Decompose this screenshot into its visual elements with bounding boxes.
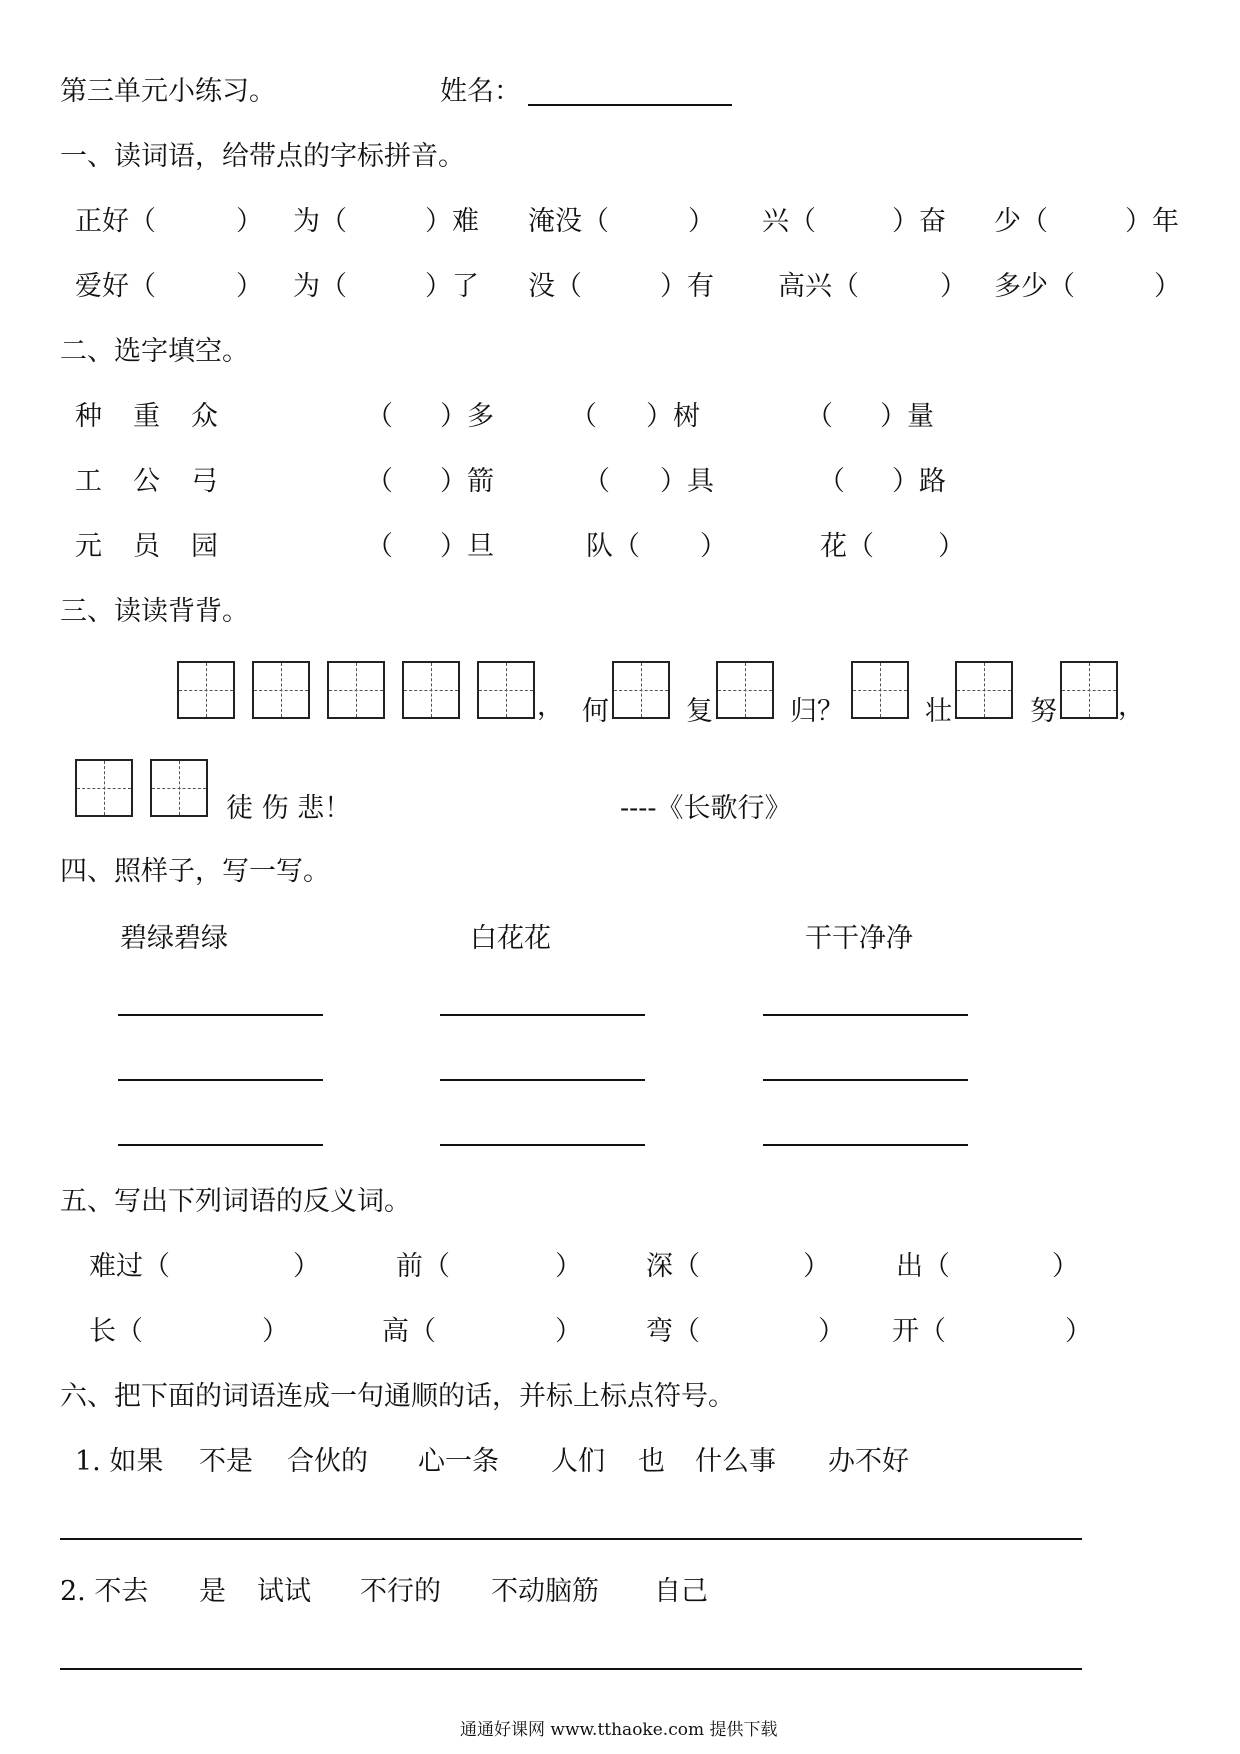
tianzige-box[interactable] xyxy=(252,661,310,719)
s1-word: 没（ xyxy=(528,271,582,302)
answer-line[interactable] xyxy=(440,1144,645,1146)
tianzige-box[interactable] xyxy=(1060,661,1118,719)
s2-item: ）箭 xyxy=(440,466,494,497)
s2-char: 工 xyxy=(75,466,102,497)
s2-char: 弓 xyxy=(191,466,218,497)
tianzige-box[interactable] xyxy=(477,661,535,719)
s1-word: ）了 xyxy=(425,271,479,302)
name-blank[interactable] xyxy=(528,104,732,106)
s1-word: 淹没（ xyxy=(528,206,609,237)
tianzige-box[interactable] xyxy=(716,661,774,719)
q1-word: 也 xyxy=(638,1446,665,1477)
section-4-heading: 四、照样子，写一写。 xyxy=(60,856,330,887)
answer-line[interactable] xyxy=(118,1079,323,1081)
s1-word: 为（ xyxy=(293,271,347,302)
s2-item: （ xyxy=(818,466,845,497)
s5-word: ） xyxy=(1065,1316,1092,1347)
s2-item: 花（ xyxy=(820,531,874,562)
s2-char: 重 xyxy=(133,401,160,432)
worksheet-title: 第三单元小练习。 xyxy=(60,76,276,107)
s2-item: （ xyxy=(366,466,393,497)
tianzige-box[interactable] xyxy=(955,661,1013,719)
answer-line[interactable] xyxy=(118,1144,323,1146)
s1-word: 正好（ xyxy=(75,206,156,237)
section-1-heading: 一、读词语，给带点的字标拼音。 xyxy=(60,141,465,172)
answer-line[interactable] xyxy=(763,1014,968,1016)
example-word: 碧绿碧绿 xyxy=(120,923,228,954)
s5-word: 难过（ xyxy=(89,1251,170,1282)
s5-word: 长（ xyxy=(89,1316,143,1347)
section-3-heading: 三、读读背背。 xyxy=(60,596,249,627)
s1-word: 为（ xyxy=(293,206,347,237)
s5-word: 出（ xyxy=(896,1251,950,1282)
s5-word: ） xyxy=(262,1316,289,1347)
s5-word: ） xyxy=(803,1251,830,1282)
q1-word: 心一条 xyxy=(418,1446,499,1477)
s5-word: ） xyxy=(555,1251,582,1282)
s5-word: ） xyxy=(818,1316,845,1347)
s2-item: ） xyxy=(700,531,727,562)
s2-item: ） xyxy=(938,531,965,562)
q1-word: 1. 如果 xyxy=(75,1446,164,1477)
tianzige-box[interactable] xyxy=(327,661,385,719)
q1-word: 合伙的 xyxy=(287,1446,368,1477)
s1-word: ）难 xyxy=(425,206,479,237)
s2-char: 众 xyxy=(191,401,218,432)
s1-word: 多少（ xyxy=(994,271,1075,302)
tianzige-box[interactable] xyxy=(851,661,909,719)
s1-word: ）有 xyxy=(660,271,714,302)
s1-word: 兴（ xyxy=(762,206,816,237)
s1-word: ）奋 xyxy=(892,206,946,237)
s1-word: ） xyxy=(236,206,263,237)
s5-word: ） xyxy=(1052,1251,1079,1282)
s1-word: ）年 xyxy=(1125,206,1179,237)
answer-line[interactable] xyxy=(763,1079,968,1081)
s1-word: ） xyxy=(236,271,263,302)
name-label: 姓名： xyxy=(440,76,521,107)
s5-word: 深（ xyxy=(646,1251,700,1282)
answer-line-q2[interactable] xyxy=(60,1668,1082,1670)
poem-char-nu: 努 xyxy=(1030,696,1057,727)
s2-char: 元 xyxy=(75,531,102,562)
poem-comma: ， xyxy=(1118,691,1145,722)
s5-word: 弯（ xyxy=(646,1316,700,1347)
s5-word: 高（ xyxy=(382,1316,436,1347)
s2-item: ）具 xyxy=(660,466,714,497)
s1-word: ） xyxy=(1154,271,1181,302)
s1-word: 少（ xyxy=(994,206,1048,237)
tianzige-box[interactable] xyxy=(177,661,235,719)
q1-word: 什么事 xyxy=(695,1446,776,1477)
tianzige-box[interactable] xyxy=(612,661,670,719)
s1-word: 高兴（ xyxy=(778,271,859,302)
answer-line[interactable] xyxy=(763,1144,968,1146)
poem-char-fu: 复 xyxy=(686,696,713,727)
s2-char: 种 xyxy=(75,401,102,432)
answer-line[interactable] xyxy=(118,1014,323,1016)
q2-word: 2. 不去 xyxy=(60,1576,149,1607)
footer-text: 通通好课网 www.tthaoke.com 提供下载 xyxy=(460,1720,778,1740)
s2-item: ）量 xyxy=(880,401,934,432)
poem-comma: ， xyxy=(537,691,564,722)
tianzige-box[interactable] xyxy=(150,759,208,817)
tianzige-box[interactable] xyxy=(402,661,460,719)
s5-word: ） xyxy=(555,1316,582,1347)
s2-item: （ xyxy=(366,531,393,562)
q1-word: 人们 xyxy=(551,1446,605,1477)
answer-line[interactable] xyxy=(440,1014,645,1016)
poem-char-gui: 归？ xyxy=(790,696,844,727)
tianzige-box[interactable] xyxy=(75,759,133,817)
s2-item: ）旦 xyxy=(440,531,494,562)
s5-word: 前（ xyxy=(396,1251,450,1282)
poem-line-2: 徒 伤 悲！ xyxy=(226,793,352,824)
s2-item: （ xyxy=(366,401,393,432)
s2-item: （ xyxy=(806,401,833,432)
s1-word: ） xyxy=(940,271,967,302)
s2-item: ）树 xyxy=(646,401,700,432)
section-6-heading: 六、把下面的词语连成一句通顺的话，并标上标点符号。 xyxy=(60,1381,735,1412)
s1-word: ） xyxy=(688,206,715,237)
q2-word: 自己 xyxy=(654,1576,708,1607)
example-word: 干干净净 xyxy=(805,923,913,954)
q1-word: 不是 xyxy=(199,1446,253,1477)
s2-char: 公 xyxy=(133,466,160,497)
section-2-heading: 二、选字填空。 xyxy=(60,336,249,367)
s2-item: 队（ xyxy=(586,531,640,562)
section-5-heading: 五、写出下列词语的反义词。 xyxy=(60,1186,411,1217)
q2-word: 不动脑筋 xyxy=(491,1576,599,1607)
s2-item: （ xyxy=(570,401,597,432)
example-word: 白花花 xyxy=(470,923,551,954)
poem-source: ----《长歌行》 xyxy=(620,793,792,824)
poem-char-he: 何 xyxy=(582,696,609,727)
q2-word: 试试 xyxy=(257,1576,311,1607)
s5-word: 开（ xyxy=(892,1316,946,1347)
answer-line[interactable] xyxy=(440,1079,645,1081)
s5-word: ） xyxy=(293,1251,320,1282)
q1-word: 办不好 xyxy=(828,1446,909,1477)
answer-line-q1[interactable] xyxy=(60,1538,1082,1540)
poem-char-zhuang: 壮 xyxy=(925,696,952,727)
s2-item: ）多 xyxy=(440,401,494,432)
s2-char: 员 xyxy=(133,531,160,562)
s2-char: 园 xyxy=(191,531,218,562)
q2-word: 是 xyxy=(199,1576,226,1607)
q2-word: 不行的 xyxy=(360,1576,441,1607)
s1-word: 爱好（ xyxy=(75,271,156,302)
s2-item: ）路 xyxy=(892,466,946,497)
s2-item: （ xyxy=(583,466,610,497)
